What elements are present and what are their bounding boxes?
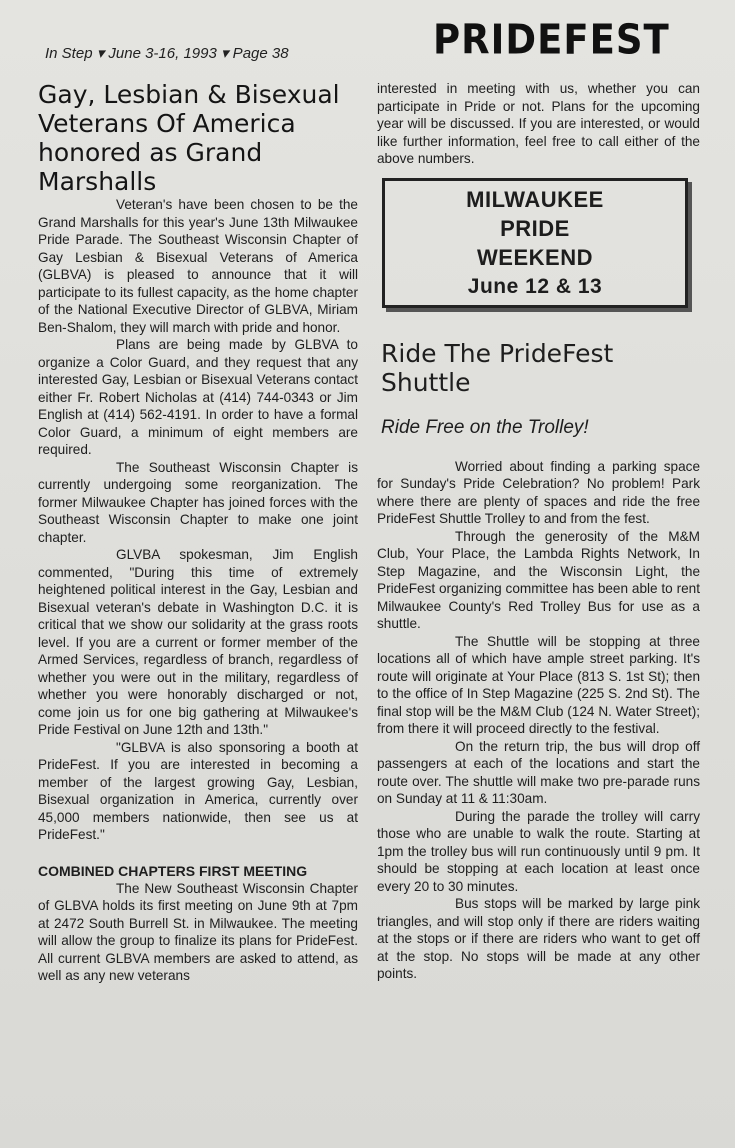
article-headline: Gay, Lesbian & Bisexual Veterans Of America honored as Grand Marshalls: [38, 80, 340, 196]
article-paragraph: Through the generosity of the M&M Club, Your Place, the Lambda Rights Network, In Step Magazine, and the Wisconsin Light, the PrideFest organizing committee has been able to rent Milwaukee County's Red Trolley Bus for use as a shuttle.: [377, 528, 700, 631]
article-paragraph: On the return trip, the bus will drop off passengers at each of the locations and start the route over. The shuttle will make two pre-parade runs on Sunday at 11 & 11:30am.: [377, 738, 700, 806]
article-paragraph: During the parade the trolley will carry those who are unable to walk the route. Starting at 1pm the trolley bus will run continuously until 9 pm. It should be stopping at each location at least once every 20 to 30 minutes.: [377, 808, 700, 894]
shuttle-article: [377, 458, 700, 983]
box-line: WEEKEND: [477, 244, 593, 270]
article-paragraph: Bus stops will be marked by large pink triangles, and will stop only if there are riders waiting at the stops or if there are riders who want to get off at the stop. No stops will be made at any other points.: [377, 896, 700, 981]
article-paragraph: The Southeast Wisconsin Chapter is currently undergoing some reorganization. The former Milwaukee Chapter has joined forces with the Southeast Wisconsin Chapter to make one joint chapter.: [38, 459, 358, 545]
shuttle-tagline: Ride Free on the Trolley!: [381, 416, 589, 438]
issue-header: In Step ▾ June 3-16, 1993 ▾ Page 38: [45, 45, 289, 62]
article-paragraph: Worried about finding a parking space for Sunday's Pride Celebration? No problem! Park where there are plenty of spaces and ride the free PrideFest Shuttle Trolley to and from the fest.: [377, 458, 700, 526]
article-paragraph: The Shuttle will be stopping at three locations all of which have ample street parking. It's route will originate at Your Place (813 S. 1st St); then to the office of In Step Magazine (225 S. 2nd St). The final stop will be the M&M Club (124 N. Water Street); from there it will proceed directly to the festival.: [377, 633, 700, 736]
box-line: PRIDE: [500, 215, 570, 241]
article-paragraph: GLVBA spokesman, Jim English commented, "During this time of extremely heightened political interest in the Gay, Lesbian and Bisexual veteran's debate in Washington D.C. it is critical that we show our solidarity at the grass roots level. If you are a current or former member of the Armed Services, regardless of branch, regardless of whether you were out in the military, regardless of whether you were honorably discharged or not, come join us for one big gathering at Milwaukee's Pride Festival on June 12th and 13th.": [38, 547, 358, 737]
box-date: June 12 & 13: [467, 274, 603, 298]
article-paragraph: The New Southeast Wisconsin Chapter of GLBVA holds its first meeting on June 9th at 7pm at 2472 South Burrell St. in Milwaukee. The meeting will allow the group to finalize its plans for PrideFest. All current GLBVA members are asked to attend, as well as any new veterans: [38, 880, 358, 983]
article-continuation: interested in meeting with us, whether you can participate in Pride or not. Plans for the upcoming year will be discussed. If you are interested, or would like further information, feel free to call either of the above numbers.: [377, 81, 700, 166]
pride-weekend-box: [382, 178, 688, 308]
shuttle-headline: Ride The PrideFest Shuttle: [381, 338, 614, 397]
article-paragraph: "GLBVA is also sponsoring a booth at PrideFest. If you are interested in becoming a member of the largest growing Gay, Lesbian, Bisexual organization in America, currently over 45,000 members nationwide, then see us at PrideFest.": [38, 739, 358, 842]
section-subheading: COMBINED CHAPTERS FIRST MEETING: [38, 862, 308, 879]
pridefest-logo: PRIDEFEST: [433, 15, 670, 64]
box-line: MILWAUKEE: [466, 186, 604, 212]
article-paragraph: Veteran's have been chosen to be the Grand Marshalls for this year's June 13th Milwaukee Pride Parade. The Southeast Wisconsin Chapter of Gay Lesbian & Bisexual Veterans of America (GLBVA) is pleased to announce that it will participate to its fullest capacity, as the home chapter of the National Executive Director of GLBVA, Miriam Ben-Shalom, they will march with pride and honor.: [38, 197, 358, 335]
left-column: [38, 80, 358, 985]
right-column: [377, 80, 700, 983]
article-paragraph: Plans are being made by GLBVA to organize a Color Guard, and they request that any interested Gay, Lesbian or Bisexual Veterans contact either Fr. Robert Nicholas at (414) 744-0343 or Jim English at (414) 562-4191. In order to have a formal Color Guard, a minimum of eight members are required.: [38, 337, 358, 457]
